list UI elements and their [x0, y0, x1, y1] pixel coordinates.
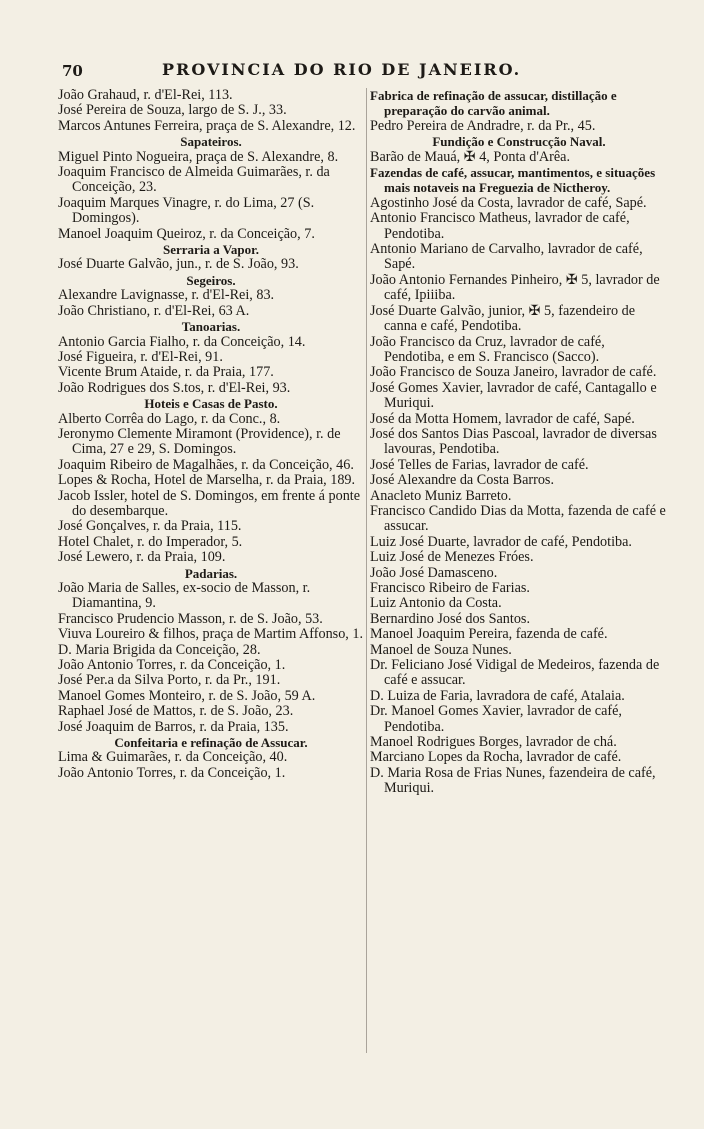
directory-entry: Marcos Antunes Ferreira, praça de S. Alexandre, 12. [58, 117, 356, 134]
directory-entry: Jeronymo Clemente Miramont (Providence), r. de Cima, 27 e 29, S. Domingos. [58, 425, 341, 458]
left-column [58, 88, 364, 781]
directory-entry: João Rodrigues dos S.tos, r. d'El-Rei, 93. [58, 379, 291, 396]
directory-entry: Viuva Loureiro & filhos, praça de Martim Affonso, 1. [58, 626, 364, 643]
directory-entry: Luiz Antonio da Costa. [370, 595, 502, 612]
directory-entry: Manoel Gomes Monteiro, r. de S. João, 59 A. [58, 687, 316, 704]
directory-entry: José Lewero, r. da Praia, 109. [58, 549, 226, 566]
directory-entry: Vicente Brum Ataide, r. da Praia, 177. [58, 364, 274, 381]
directory-entry: José Duarte Galvão, jun., r. de S. João, 93. [58, 256, 299, 273]
directory-entry: José da Motta Homem, lavrador de café, Sapé. [370, 410, 635, 427]
directory-entry: D. Luiza de Faria, lavradora de café, Atalaia. [370, 687, 625, 704]
section-heading: Sapateiros. [180, 134, 242, 150]
right-column [370, 88, 668, 797]
directory-entry: Manoel Joaquim Pereira, fazenda de café. [370, 626, 608, 643]
section-heading: Padarias. [184, 565, 238, 581]
directory-entry: Manoel Rodrigues Borges, lavrador de chá. [370, 734, 617, 751]
directory-entry: João Francisco da Cruz, lavrador de café, Pendotiba, e em S. Francisco (Sacco). [370, 333, 605, 365]
directory-entry: José Gonçalves, r. da Praia, 115. [58, 518, 242, 535]
directory-entry: Joaquim Marques Vinagre, r. do Lima, 27 (S. Domingos). [58, 194, 315, 227]
directory-entry: José Per.a da Silva Porto, r. da Pr., 191. [58, 672, 281, 689]
directory-entry: Miguel Pinto Nogueira, praça de S. Alexandre, 8. [58, 148, 339, 165]
directory-entry: José Alexandre da Costa Barros. [370, 472, 555, 489]
directory-entry: Manoel de Souza Nunes. [370, 641, 512, 658]
directory-entry: Agostinho José da Costa, lavrador de café, Sapé. [370, 194, 647, 211]
directory-entry: Antonio Francisco Matheus, lavrador de café, Pendotiba. [370, 210, 630, 242]
directory-entry: Raphael José de Mattos, r. de S. João, 23. [58, 703, 294, 720]
directory-entry: Alberto Corrêa do Lago, r. da Conc., 8. [58, 410, 281, 427]
directory-entry: Luiz José de Menezes Fróes. [370, 549, 534, 566]
directory-entry: Pedro Pereira de Andradre, r. da Pr., 45. [370, 117, 596, 134]
directory-entry: Hotel Chalet, r. do Imperador, 5. [58, 533, 243, 550]
running-title: PROVINCIA DO RIO DE JANEIRO. [162, 60, 522, 79]
directory-entry: Joaquim Francisco de Almeida Guimarães, r. da Conceição, 23. [58, 164, 330, 196]
page-header [62, 58, 672, 82]
section-heading: Fabrica de refinação de assucar, distillação e preparação do carvão animal. [370, 88, 617, 119]
directory-entry: Luiz José Duarte, lavrador de café, Pendotiba. [370, 533, 632, 550]
section-heading: Confeitaria e refinação de Assucar. [114, 735, 308, 751]
directory-entry: Francisco Prudencio Masson, r. de S. João, 53. [58, 610, 323, 627]
section-heading: Hoteis e Casas de Pasto. [144, 396, 278, 412]
directory-entry: João Antonio Torres, r. da Conceição, 1. [58, 764, 286, 781]
directory-entry: João Grahaud, r. d'El-Rei, 113. [58, 87, 233, 103]
directory-entry: José Telles de Farias, lavrador de café. [370, 456, 589, 473]
directory-entry: Francisco Candido Dias da Motta, fazenda de café e assucar. [370, 502, 666, 535]
directory-entry: Joaquim Ribeiro de Magalhães, r. da Conceição, 46. [58, 456, 354, 473]
directory-entry: José dos Santos Dias Pascoal, lavrador de diversas lavouras, Pendotiba. [370, 425, 657, 458]
directory-entry: Francisco Ribeiro de Farias. [370, 580, 530, 596]
directory-entry: Antonio Garcia Fialho, r. da Conceição, 14. [58, 333, 306, 350]
directory-entry: Bernardino José dos Santos. [370, 610, 530, 627]
directory-entry: D. Maria Rosa de Frias Nunes, fazendeira de café, Muriqui. [370, 764, 656, 797]
directory-entry: Marciano Lopes da Rocha, lavrador de café. [370, 749, 622, 766]
directory-entry: Lopes & Rocha, Hotel de Marselha, r. da Praia, 189. [58, 472, 356, 489]
page-number: 70 [62, 62, 83, 80]
section-heading: Fundição e Construcção Naval. [432, 134, 606, 150]
directory-entry: João Christiano, r. d'El-Rei, 63 A. [58, 302, 250, 319]
directory-entry: Antonio Mariano de Carvalho, lavrador de café, Sapé. [370, 241, 643, 273]
directory-entry: Barão de Mauá, ✠ 4, Ponta d'Arêa. [370, 148, 571, 165]
directory-entry: Alexandre Lavignasse, r. d'El-Rei, 83. [58, 287, 275, 304]
column-divider [366, 88, 367, 1053]
section-heading: Segeiros. [186, 272, 236, 288]
directory-entry: Manoel Joaquim Queiroz, r. da Conceição, 7. [58, 225, 315, 242]
directory-entry: Jacob Issler, hotel de S. Domingos, em frente á ponte do desembarque. [58, 487, 361, 519]
directory-entry: João José Damasceno. [370, 564, 498, 581]
directory-entry: Dr. Feliciano José Vidigal de Medeiros, fazenda de café e assucar. [370, 657, 660, 689]
directory-entry: José Joaquim de Barros, r. da Praia, 135. [58, 718, 289, 735]
directory-entry: João Maria de Salles, ex-socio de Masson, r. Diamantina, 9. [58, 580, 311, 612]
directory-entry: João Antonio Torres, r. da Conceição, 1. [58, 657, 286, 674]
directory-entry: Lima & Guimarães, r. da Conceição, 40. [58, 749, 288, 766]
directory-entry: D. Maria Brigida da Conceição, 28. [58, 641, 261, 658]
directory-entry: João Francisco de Souza Janeiro, lavrador de café. [370, 364, 657, 381]
directory-entry: Anacleto Muniz Barreto. [370, 487, 512, 504]
directory-entry: José Pereira de Souza, largo de S. J., 33. [58, 102, 287, 119]
section-heading: Serraria a Vapor. [163, 242, 259, 258]
section-heading: Fazendas de café, assucar, mantimentos, e situações mais notaveis na Freguezia de Nictheroy. [370, 165, 656, 196]
directory-entry: José Duarte Galvão, junior, ✠ 5, fazendeiro de canna e café, Pendotiba. [370, 302, 636, 335]
directory-entry: João Antonio Fernandes Pinheiro, ✠ 5, lavrador de café, Ipiiiba. [370, 271, 660, 304]
directory-entry: José Gomes Xavier, lavrador de café, Cantagallo e Muriqui. [370, 379, 657, 412]
directory-entry: Dr. Manoel Gomes Xavier, lavrador de café, Pendotiba. [370, 703, 622, 735]
section-heading: Tanoarias. [181, 319, 241, 335]
directory-entry: José Figueira, r. d'El-Rei, 91. [58, 348, 223, 365]
